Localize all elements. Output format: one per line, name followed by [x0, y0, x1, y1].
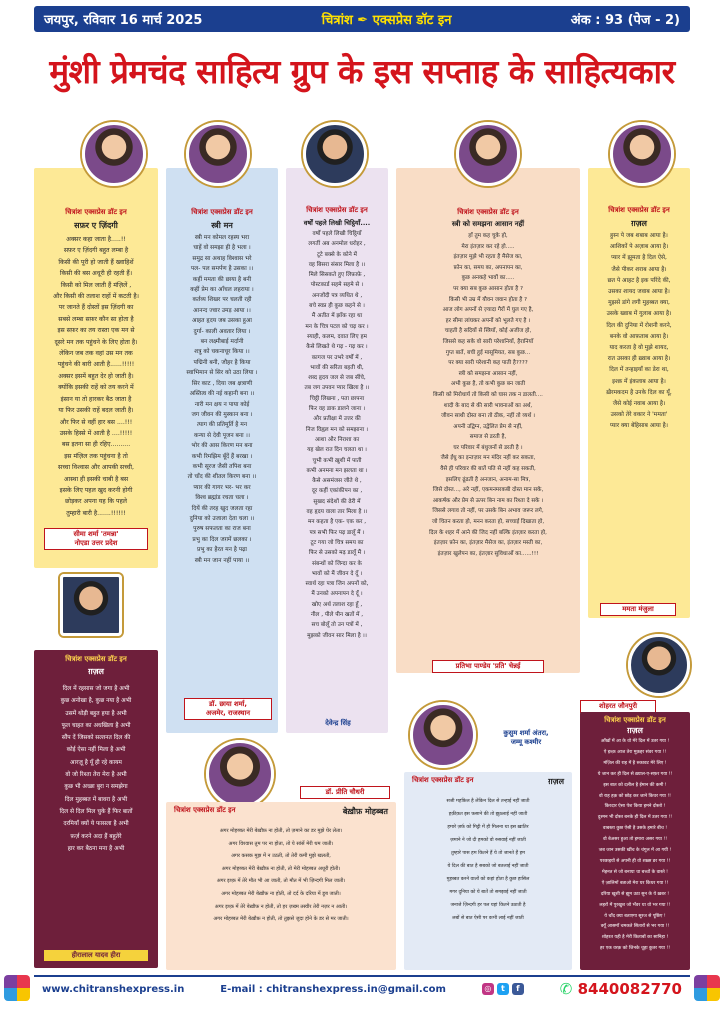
- poem-title: ग़ज़ल: [88, 667, 104, 676]
- poem-column-2: [166, 168, 278, 733]
- poem-title: वर्षों पहले लिखी चिट्ठियाँ....: [303, 219, 371, 227]
- page-headline: मुंशी प्रेमचंद साहित्य ग्रुप के इस सप्ताह के साहित्यकार: [49, 52, 675, 91]
- publisher-label: चित्रांश एक्सप्रेस डॉट इन: [412, 776, 474, 784]
- whatsapp-phone[interactable]: ✆ 8440082770: [559, 980, 682, 998]
- publisher-label: चित्रांश एक्सप्रेस डॉट इन: [65, 208, 127, 216]
- poem-column-8: [404, 772, 572, 970]
- author-signature-7: डॉ. प्रीति चौधरी: [300, 786, 390, 799]
- poem-body: वर्षों पहले लिखी चिट्ठियाँ लगतीं अब अनमोल धरोहर , टूटे बक्से के कोने में वह बिसरा संसार मिला है ।। मिले सिसकते हुए लिफ़ाफ़े , पोस्टकार्ड सहमे सहमे से । अनजोंदी पत्र व्यथित थे , बचे स्वप्न ही कुछ कहने से । मैं अतीत में झाँक रहा था मन के चित्र पटल को चढ़ कर । स्याही, कलम, दवात लिए हम कैसे लिखते थे गढ़ - गढ़ कर । कागज पर उभरे वर्षों में , भावों की सरिता बहती थी, शब्द हृदय जल से जब सींचे, तब जग उपवन प्यार खिला है ।। चिट्ठी लिखना , पता छापना फिर वह डाक डालने जाना । और प्रतीक्षा में उत्तर की निज विह्वल मन को समझाना । आशा और निराशा का यह खेल रात दिन चलता था । चुभी कभी ख़ुशी में पाती कभी अनमना मन झलता था । कैसे असमंजस जीते थे , दूर कहीं एकांकीपन का , सुखद संदेशों की ढेरी में वह हृदय वाला तार मिला है ।। मन कहता है एक- एक कर , पत्र सभी फिर पढ़ डालूँ मैं । टूट गया जो चित्र समय का फिर से उसको मढ़ डालूँ मैं । संबन्धों को जिन्दा कर के भावों को मैं जीवन दे दूँ । स्वार्थ रहा पत्रा जिन अपनों को, मैं उनको अपनापन दे दूँ । खोए अर्थ तलाश रहा हूँ , नील , पीले पीन खतों में , सच बोलूँ तो उन पत्रों में , मुझको जीवन सार मिला है ।।: [304, 231, 370, 639]
- publisher-label: चित्रांश एक्सप्रेस डॉट इन: [306, 206, 368, 214]
- author-signature-5: ममता मंजुला: [600, 603, 676, 616]
- website-link[interactable]: www.chitranshexpress.in: [42, 983, 185, 995]
- instagram-icon[interactable]: ◎: [482, 983, 494, 995]
- poem-column-6: [34, 650, 158, 968]
- author-photo-6: [60, 574, 122, 636]
- decor-flower-icon: [694, 975, 720, 1001]
- email-link[interactable]: E-mail : chitranshexpress.in@gmail.com: [220, 983, 446, 995]
- twitter-icon[interactable]: t: [497, 983, 509, 995]
- publisher-label: चित्रांश एक्सप्रेस डॉट इन: [65, 655, 127, 663]
- author-signature-8: कुसुम शर्मा अंतरा, जम्मू कश्मीर: [503, 729, 549, 746]
- poem-title: स्त्री को समझना आसान नहीं: [451, 220, 525, 228]
- author-signature-4: प्रतिभा पाण्डेय 'प्रति' चेन्नई: [432, 660, 544, 673]
- author-photo-1: [82, 122, 146, 186]
- poem-body: दिल में रहसास जो जगा है अभी कुछ अनोखा है, कुछ नया है अभी उसमें थोड़ी बहुत हया है अभी फूल चाहत का अधखिला है अभी सौंप दें जिसको सल्तनत दिल की कोई ऐसा नहीं मिला है अभी आरज़ू है यूँ ही रहे कायम वो जो रिश्ता तेरा मेरा है अभी कुछ भी अच्छा बुरा न समझेगा दिल मुहब्बत में बावरा है अभी दिल से दिल मिल चुके हैं फिर बातों दरमियाँ क्यों ये फासला है अभी फ़र्ज़ करने अदा हैं बहुतेरे हार कर बैठना मना है अभी: [59, 686, 133, 852]
- poem-title: ग़ज़ल: [627, 726, 643, 735]
- publisher-label: चित्रांश एक्सप्रेस डॉट इन: [191, 208, 253, 216]
- facebook-icon[interactable]: f: [512, 983, 524, 995]
- decor-flower-icon: [4, 975, 30, 1001]
- author-photo-3: [303, 122, 367, 186]
- social-icons: [482, 983, 524, 995]
- poem-column-4: [396, 168, 580, 673]
- issue-page: अंक : 93 (पेज - 2): [570, 13, 680, 28]
- author-signature-2: डॉ. छाया शर्मा, अजमेर, राजस्थान: [184, 698, 272, 720]
- author-photo-5: [610, 122, 674, 186]
- author-photo-4: [456, 122, 520, 186]
- poem-body: आँखों में आ के वो मेरे दिल में उतर गया ! ऐ इश्क़ आज तेरा मुक़द्दर संवर गया !! मंज़िल की राह में है रुकावट मेरे लिए ! ये जान कर ही दिल से ख़्याल-ए-सफ़र गया !! इस बात को दलील है ईमान की कमी ! वो राह हक़ को छोड़ कर जाने किधर गया !! किरदार ऐसा पेश किया हमने दोस्तो ! दुश्मन भी दोस्त बनके ही दिल में उतर गया !! वाबस्ता कुछ ऐसी है उसके हमारे बीच ! वो बेअसर हुआ तो हमारा असर गया !! जब जान उसकी खींच के चंगुल में आ गयी ! परछाइयों से अपनी ही वो शख़्स डर गया !! मेहनत से जो बनाया था बच्चों के वास्ते ! ऐ ज़ालिमों बताओ मेरा घर किधर गया !! दरिया खुशी से झूम उठा सुन के ये ख़बर ! लहरों में पुरखुश जो भँवर था वो भर गया !! ये चाँद क्या बताएगा सूरज से पूछिए ! क्यूँ आसमाँ चमकते सितारों से भर गया !! शोहरत यही है मेरी किताबों का सानिहा ! हर एक वरक़ को जिनके चूहा कुतर गया !!: [597, 739, 673, 952]
- poem-column-7: [166, 802, 396, 970]
- author-photo-8: [410, 702, 476, 768]
- author-signature-3: देवेन्द्र सिंह: [325, 719, 351, 727]
- page-footer: [34, 975, 690, 1001]
- poem-title: सफ़र ए ज़िंदगी: [74, 221, 118, 230]
- poem-body: हाँ तुम कह चुके हो, मेरा इंतज़ार कर रहे हो..... इंतज़ार मुझे भी रहता है मैसेज का, फ़ोन का, समय का, अपनापन का, कुछ अनकहे भावों का..... पर क्या सब कुछ आसान होता है ? किसी भी उम्र में यौवन जवान होता है ? आज लोग अपनों से ज़्यादा गैरों में घुल गए है, हर सीमा लांघकर अपनों को भूलते गए है । चाहती है सदियों से स्त्रियाँ, कोई अजीज हो, जिससे कह सके वो सारी परेशानियाँ, हैरानियाँ गुप्त बातें, बची हुई मासूमियत, सब कुछ... पर क्या सारी परेशानी कह पाती है???? स्त्री को समझना आसान नहीं, अभी कुछ है, तो कभी कुछ बन जाती किसी को मिरोधार्य तो किसी को घास तक न डालती.... शादी के बाद से की सारी भावनाओं का अर्थ, जीवन साथी दोस्त बना तो ठीक, नहीं तो व्यर्थ । अपनी उद्विग्न, उद्वेलित प्रेम से नहीं, समाज से डरती है, घर परिवार में बंधुजनों से डरती है । जैसे ईंधु का इन्तज़ार मन मंदिर नहीं कर सकता, वैसे ही परिवार की बातें पति से नहीं कह सकती, इसलिए ढूंढती है अनजान, अनाम-सा मित्र, जिसे दोस्त..., अरे नहीं, एकमनमरकबी दोस्त मान सके, आकर्षक और प्रेम से ऊपर बिन नाम का रिश्ता दे सके । जिससे लगाव तो नहीं, पर उसके बिन अभाव जरूर लगे, जो चितन करता हो, मनन करता हो, सच्चाई दिखाता हो, दिल के शहर में आने की जिद नहीं बल्कि इंतज़ार करता हो, इंतज़ार फ़ोन का, इंतज़ार मैसेज का, इंतज़ार मस्ती का, इंतज़ार खुलेपन का, इंतज़ार सुविधाओं का......!!!: [429, 233, 547, 557]
- author-photo-7: [206, 740, 274, 808]
- poem-column-5: [588, 168, 690, 618]
- top-header-bar: [34, 6, 690, 32]
- whatsapp-icon: ✆: [559, 980, 573, 998]
- poem-title: ग़ज़ल: [548, 777, 564, 786]
- brand-name: चित्रांश ✒ एक्सप्रेस डॉट इन: [321, 13, 452, 28]
- author-photo-9: [628, 634, 690, 696]
- author-signature-1: सीमा शर्मा 'तमन्ना' नोएडा उत्तर प्रदेश: [44, 528, 148, 550]
- poem-column-1: [34, 168, 158, 568]
- poem-body: अगर मोहब्बत मेरी बेख़ौफ़ ना होती, तो ज़माने का डर मुझे घेर लेता। अगर विश्वास तुम पर ना होता, तो ये सांसें मेरी थम जाती। अगर कसक मुझ में न उठती, तो तेरी कमी मुझे खलती, अगर मोहब्बत मेरी बेख़ौफ़ ना होती, तो मेरी मोहब्बत अधूरी होती। अगर इश्क़ में तेरे मौत भी आ जाती, तो मौत में भी ज़िन्दगी मिल जाती। अगर मोहब्बत मेरी बेख़ौफ़ ना होती, तो दर्द के दरिया में डूब जाती। अगर इश्क़ में तेरे बेख़ौफ़ न होती, तो हर ज़ख्म तस्वीर तेरी नज़र न आती। अगर मोहब्बत मेरी बेख़ौफ़ न होती, तो तुझसे जुदा होने के डर से मर जाती।: [213, 828, 349, 923]
- poem-body: सजी महफ़िल है लेकिन दिल से तन्हाई नहीं जाती हक़ीक़त इस फ़साने की तो झुठलाई नहीं जाती हमारे ज़र्फ़ को मिट्टी में ही मिलना था इस ख़ातिर ज़माने ने जो दी हमको वो रुसवाई नहीं जाती तुम्हारे पास हम कितने हैं ये तो जानते हैं हम ये दिल की बात है सबको जो बतलाई नहीं जाती मुहब्बत करने वालों को कहां होता है कुछ हासिल मगर दुनिया को ये बातें तो समझाई नहीं जाती जनाजे ज़िन्दगी हर पल यहां कितने उठाती है लबों से बात ऐसी पर कभी लाई नहीं जाती: [446, 799, 530, 921]
- date-place: जयपुर, रविवार 16 मार्च 2025: [44, 13, 203, 28]
- author-signature-9: शोहरत जौनपुरी: [580, 700, 656, 713]
- publisher-label: चित्रांश एक्सप्रेस डॉट इन: [457, 208, 519, 216]
- author-photo-2: [186, 122, 250, 186]
- poem-title: ग़ज़ल: [631, 219, 647, 228]
- poem-title: बेख़ौफ़ मोहब्बत: [342, 807, 388, 816]
- publisher-label: चित्रांश एक्सप्रेस डॉट इन: [604, 716, 666, 724]
- poem-title: स्त्री मन: [211, 221, 233, 230]
- poem-column-3: [286, 168, 388, 733]
- poem-body: हुस्न पे जब शबाब आया है। आशिकों पे अज़ाब आया है। प्यार में झूमता है दिल ऐसे, जैसे पीकर शराब आया है। छत पे आहट है इक परिंदे की, उसका शायद जवाब आया है। मुझसे डांगे लगी मुहब्बत क्या, उसके ख्वाब में गुलाब आया है। दिल की दुनिया में रोशनी करने, बनके वो आफ़ताब आया है। याद करता है वो मुझे शायद, रात उसका ही ख़्वाब आया है। दिल में तन्हाइयाँ का डेरा था, इश्क़ में इंकलाब आया है। ख़ैरमकदम है उनके दिल का यूँ, जैसे कोई नवाब आया है। उसको तेरे वकार ने 'ममता' प्यार क्या बेहिसाब आया है।: [606, 233, 672, 430]
- poem-body: स्त्री मन कोमल रहस्य भरा चाहें वो समझा ही है भला । समुद्र सा अथाह विश्वास भरे पल- पल समर्पण है उसका ।। कहीं ममता की छाया है बनी कहीं प्रेम का आँचल लहराया । कर्तव्य शिखर पर चलती रही आनन्द ज्वार उमड़ आया ।। आहत हृदय जब उसका हुआ दुर्गा- काली अवतार लिया । बन लक्ष्मीबाई मर्दानी शत्रु को चकनाचूर किया ।। पद्मिनी बनी, जौहर है किया स्वाभिमान से सिर को उठा लिया । सिर काट , दिया जब क्षत्राणी अस्तित्व की नई कहानी बना ।। नारी मन क्षय न पाया कोई जग जीवन की मुस्कान बना । त्याग की प्रतिमूर्ति है मन कन्या से देवी पूजन बना ।। भोर की आस किरण मन बना कभी रिमझिम बूँदें हैं बरखा । कभी सूरज जैसी तपिश बना तो चाँद की शीतल किरण बना ।। प्यार की गागर भर- भर कर विश्व ब्रह्मांड रचता चला । दियें की तरह खुद जलता रहा दुनिया को उजाला देता चला ।। पुरुष सफलता का राज बना प्रभु का दिल जग़में छलका । प्रभु का हैरत मन है पढ़ा स्त्री मन जान नहीं पाया ।।: [186, 235, 258, 564]
- poem-body: अक्सर कहा जाता है.....!! सफ़र ए ज़िंदगी बहुत लम्बा है किसी की पूरी हो जाती हैं ख्वाहिशें किसी की बस अधूरी ही रहती हैं। किसी को मिल जाती हैं मंज़िलें , और किसी की तलाश राहों में कटती है। पर जानते हैं दोस्तों इस ज़िंदगी का सबसे लम्बा सफ़र कौन सा होता है इस सफ़र का तय रास्ता एक मन से दूसरे मन तक पहुंचने के लिए होता है। लेकिन जब तक वहां उस मन तक पहुंचने की बारी आती है......!!!!! अक्सर इसमें बहुत देर हो जाती है। क्योंकि इसकी राहें को तय करने में इंसान या तो हारकर बैठ जाता है या फिर उसकी राहें बदल जाती है। और फिर से वहीं हार बस ....!!! उसके हिस्से में आती है ....!!!!! बस इतना सा ही रहिए.......... इस मंज़िल तक पहुंचना है तो सच्चा विश्वास और आपकी सच्ची, आस्था ही इसकी चाबी है बस इसके लिए पहल खुद करनी होगी छोड़कर अपना यह कि पहले तुम्हारी बारी है.......!!!!!!: [52, 236, 139, 517]
- publisher-label: चित्रांश एक्सप्रेस डॉट इन: [608, 206, 670, 214]
- author-signature-6: हीरालाल यादव हीरा: [44, 950, 148, 961]
- publisher-label: चित्रांश एक्सप्रेस डॉट इन: [174, 806, 236, 814]
- poem-column-9: [580, 712, 690, 970]
